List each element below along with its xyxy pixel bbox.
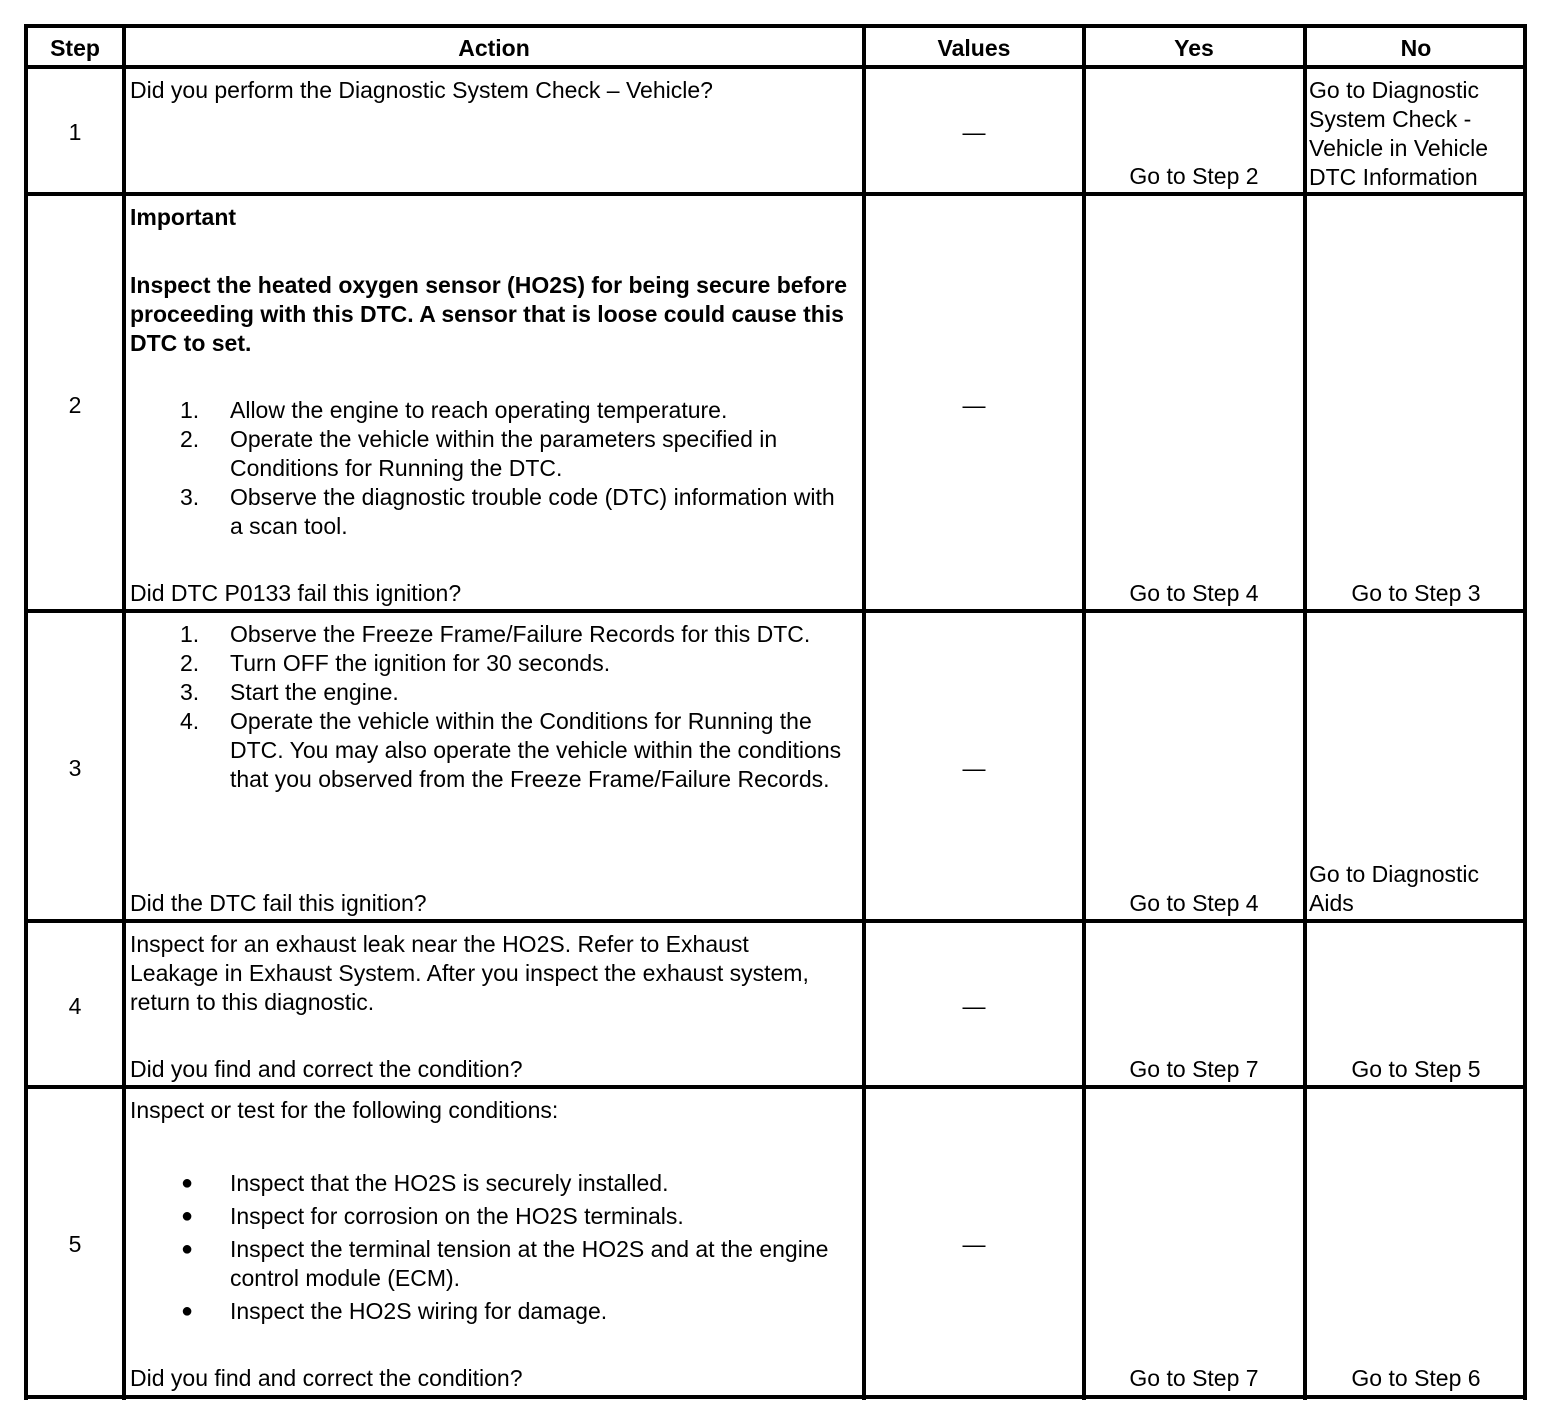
bullet-icon: ●	[181, 1300, 194, 1322]
header-yes: Yes	[1174, 35, 1214, 61]
list-item-text: Observe the diagnostic trouble code (DTC) information with a scan tool.	[230, 484, 835, 539]
values-dash: —	[962, 392, 986, 418]
step-number: 4	[68, 993, 82, 1019]
values-dash: —	[962, 993, 986, 1019]
values-dash: —	[962, 1231, 986, 1257]
list-item	[130, 483, 850, 541]
list-item-text: Turn OFF the ignition for 30 seconds.	[230, 650, 611, 676]
list-item-text: Inspect for corrosion on the HO2S terminals.	[230, 1203, 684, 1229]
action-question: Did DTC P0133 fail this ignition?	[130, 580, 462, 606]
list-item-number: 4.	[180, 708, 200, 734]
header-step: Step	[50, 35, 100, 61]
header-action: Action	[458, 35, 530, 61]
list-item	[130, 620, 850, 649]
list-item	[130, 1235, 830, 1293]
list-item	[130, 396, 850, 425]
values-dash: —	[962, 755, 986, 781]
list-item-number: 1.	[180, 621, 200, 647]
yes-link[interactable]: Go to Step 4	[1129, 580, 1259, 606]
header-values: Values	[937, 35, 1011, 61]
list-item	[130, 425, 850, 483]
step-number: 1	[68, 119, 82, 145]
list-item	[130, 649, 850, 678]
list-item-text: Inspect the terminal tension at the HO2S and at the engine control module (ECM).	[230, 1236, 829, 1291]
list-item-number: 3.	[180, 679, 200, 705]
list-item-text: Inspect that the HO2S is securely installed.	[230, 1170, 669, 1196]
row-divider	[24, 609, 1527, 613]
bullet-icon: ●	[181, 1172, 194, 1194]
bullet-icon: ●	[181, 1238, 194, 1260]
yes-link[interactable]: Go to Step 7	[1129, 1365, 1259, 1391]
action-text: Inspect for an exhaust leak near the HO2S. Refer to Exhaust Leakage in Exhaust System. After you inspect the exhaust system, return to this diagnostic.	[130, 931, 809, 1015]
column-divider	[122, 26, 126, 1400]
header-divider	[24, 65, 1527, 69]
column-divider	[862, 26, 866, 1400]
list-item	[130, 678, 850, 707]
list-item-text: Start the engine.	[230, 679, 399, 705]
list-item	[130, 1297, 830, 1326]
numbered-list	[130, 620, 850, 794]
bullet-list	[130, 1169, 830, 1330]
header-no: No	[1400, 35, 1432, 61]
list-item-number: 3.	[180, 484, 200, 510]
list-item-text: Inspect the HO2S wiring for damage.	[230, 1298, 608, 1324]
list-item-number: 1.	[180, 397, 200, 423]
no-link[interactable]: Go to Step 6	[1351, 1365, 1481, 1391]
important-text: Inspect the heated oxygen sensor (HO2S) for being secure before proceeding with this DTC. A sensor that is loose could cause this DTC to set.	[130, 272, 848, 356]
list-item	[130, 1169, 830, 1198]
row-divider	[24, 1085, 1527, 1089]
yes-link[interactable]: Go to Step 7	[1129, 1056, 1259, 1082]
list-item-text: Allow the engine to reach operating temperature.	[230, 397, 728, 423]
action-text: Inspect or test for the following conditions:	[130, 1097, 559, 1123]
step-number: 3	[68, 755, 82, 781]
row-divider	[24, 919, 1527, 923]
list-item-number: 2.	[180, 650, 200, 676]
action-question: Did the DTC fail this ignition?	[130, 890, 427, 916]
numbered-list	[130, 396, 850, 541]
step-number: 2	[68, 392, 82, 418]
list-item-text: Observe the Freeze Frame/Failure Records for this DTC.	[230, 621, 811, 647]
column-divider	[1082, 26, 1086, 1400]
action-question: Did you find and correct the condition?	[130, 1056, 523, 1082]
no-link[interactable]: Go to Step 3	[1351, 580, 1481, 606]
no-link[interactable]: Go to Step 5	[1351, 1056, 1481, 1082]
action-question: Did you perform the Diagnostic System Check – Vehicle?	[130, 77, 713, 103]
bullet-icon: ●	[181, 1205, 194, 1227]
no-link[interactable]: Go to Diagnostic System Check - Vehicle in Vehicle DTC Information	[1309, 77, 1489, 190]
action-question: Did you find and correct the condition?	[130, 1365, 523, 1391]
column-divider	[1303, 26, 1307, 1400]
list-item-text: Operate the vehicle within the parameters specified in Conditions for Running the DTC.	[230, 426, 778, 481]
list-item	[130, 707, 850, 794]
yes-link[interactable]: Go to Step 2	[1129, 163, 1259, 189]
table-border-left	[24, 26, 28, 1400]
table-border-top	[24, 24, 1527, 28]
yes-link[interactable]: Go to Step 4	[1129, 890, 1259, 916]
important-label: Important	[130, 204, 237, 230]
row-divider	[24, 192, 1527, 196]
list-item	[130, 1202, 830, 1231]
table-border-bottom	[24, 1395, 1527, 1399]
step-number: 5	[68, 1231, 82, 1257]
no-link[interactable]: Go to Diagnostic Aids	[1309, 861, 1480, 916]
values-dash: —	[962, 119, 986, 145]
list-item-text: Operate the vehicle within the Conditions for Running the DTC. You may also operate the vehicle within the conditions that you observed from the Freeze Frame/Failure Records.	[230, 708, 842, 792]
table-border-right	[1523, 26, 1527, 1400]
list-item-number: 2.	[180, 426, 200, 452]
